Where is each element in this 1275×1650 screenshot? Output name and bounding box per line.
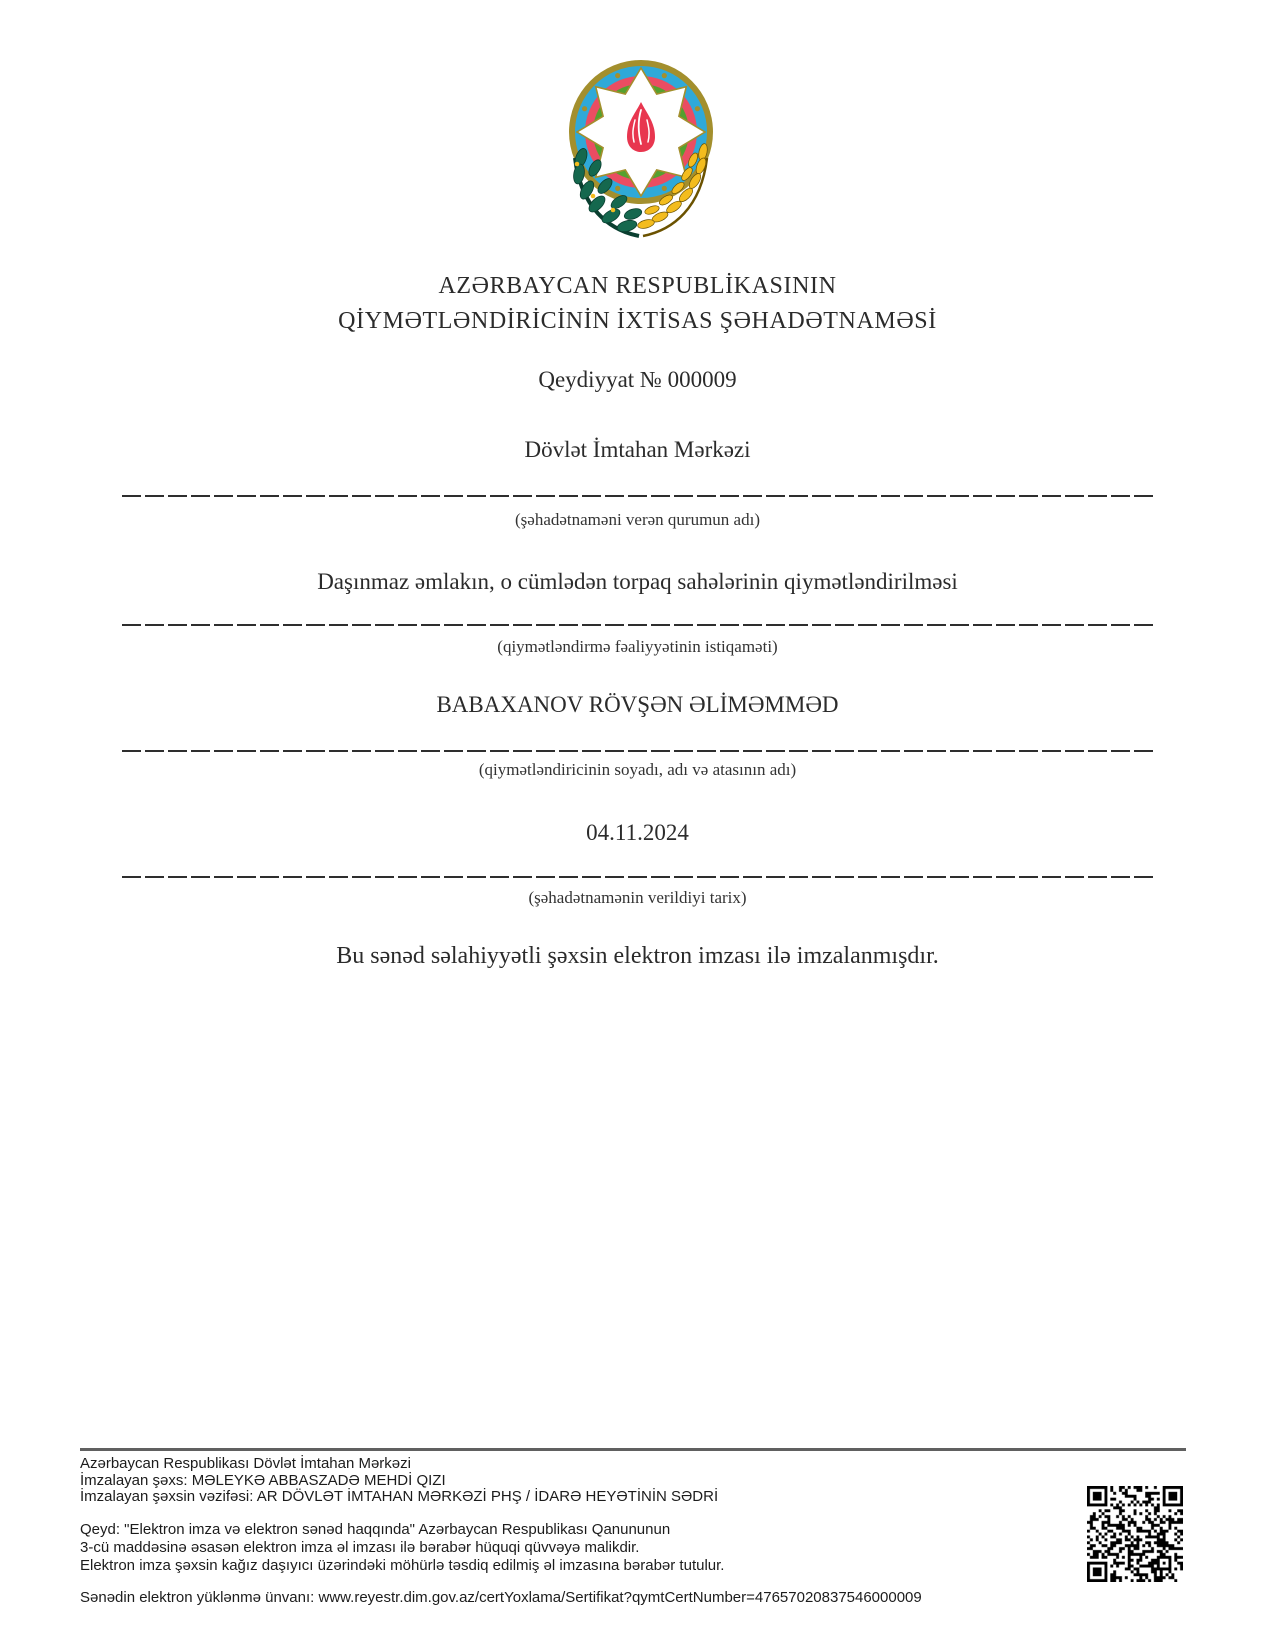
footer-organization: Azərbaycan Respublikası Dövlət İmtahan Mərkəzi: [80, 1455, 411, 1472]
footer-divider: [80, 1448, 1186, 1451]
field-caption-issue-date: (şəhadətnamənin verildiyi tarix): [528, 888, 747, 907]
footer-legal-note: [80, 1521, 1215, 1575]
separator-line: [122, 495, 1153, 497]
field-caption-organization: (şəhadətnaməni verən qurumun adı): [515, 510, 760, 529]
field-caption-assessor-name: (qiymətləndiricinin soyadı, adı və atasının adı): [478, 760, 797, 779]
separator-line: [122, 876, 1153, 878]
footer-download-url: Sənədin elektron yüklənmə ünvanı: www.reyestr.dim.gov.az/certYoxlama/Sertifikat?qymtCertNumber=47657020837546000009: [80, 1589, 922, 1606]
footer-signature-block: [80, 1456, 1215, 1506]
azerbaijan-coat-of-arms-icon: [551, 40, 731, 240]
signature-statement: Bu sənəd səlahiyyətli şəxsin elektron imzası ilə imzalanmışdır.: [336, 943, 939, 969]
field-value-assessor-name: BABAXANOV RÖVŞƏN ƏLİMƏMMƏD: [436, 692, 839, 717]
qr-code-icon: [1087, 1486, 1183, 1582]
field-value-issue-date: 04.11.2024: [586, 820, 689, 845]
registration-number: Qeydiyyat № 000009: [538, 367, 737, 392]
footer-signer-position: İmzalayan şəxsin vəzifəsi: AR DÖVLƏT İMTAHAN MƏRKƏZİ PHŞ / İDARƏ HEYƏTİNİN SƏDRİ: [80, 1488, 719, 1506]
footer-signer: İmzalayan şəxs: MƏLEYKƏ ABBASZADƏ MEHDİ QIZI: [80, 1471, 446, 1489]
document-title: [122, 269, 1153, 339]
field-value-direction: Daşınmaz əmlakın, o cümlədən torpaq sahələrinin qiymətləndirilməsi: [317, 569, 958, 594]
footer-note-line-1: Qeyd: "Elektron imza və elektron sənəd haqqında" Azərbaycan Respublikası Qanununun: [80, 1521, 671, 1538]
document-title-line-1: AZƏRBAYCAN RESPUBLİKASININ: [438, 273, 837, 299]
field-caption-direction: (qiymətləndirmə fəaliyyətinin istiqaməti): [497, 637, 778, 656]
footer-note-line-3: Elektron imza şəxsin kağız daşıyıcı üzərindəki möhürlə təsdiq edilmiş əl imzasına bərabər tutulur.: [80, 1557, 725, 1574]
field-value-organization: Dövlət İmtahan Mərkəzi: [524, 437, 751, 462]
document-title-line-2: QİYMƏTLƏNDİRİCİNİN İXTİSAS ŞƏHADƏTNAMƏSİ: [338, 308, 937, 334]
separator-line: [122, 750, 1153, 752]
separator-line: [122, 624, 1153, 626]
footer-note-line-2: 3-cü maddəsinə əsasən elektron imza əl imzası ilə bərabər hüquqi qüvvəyə malikdir.: [80, 1539, 640, 1556]
